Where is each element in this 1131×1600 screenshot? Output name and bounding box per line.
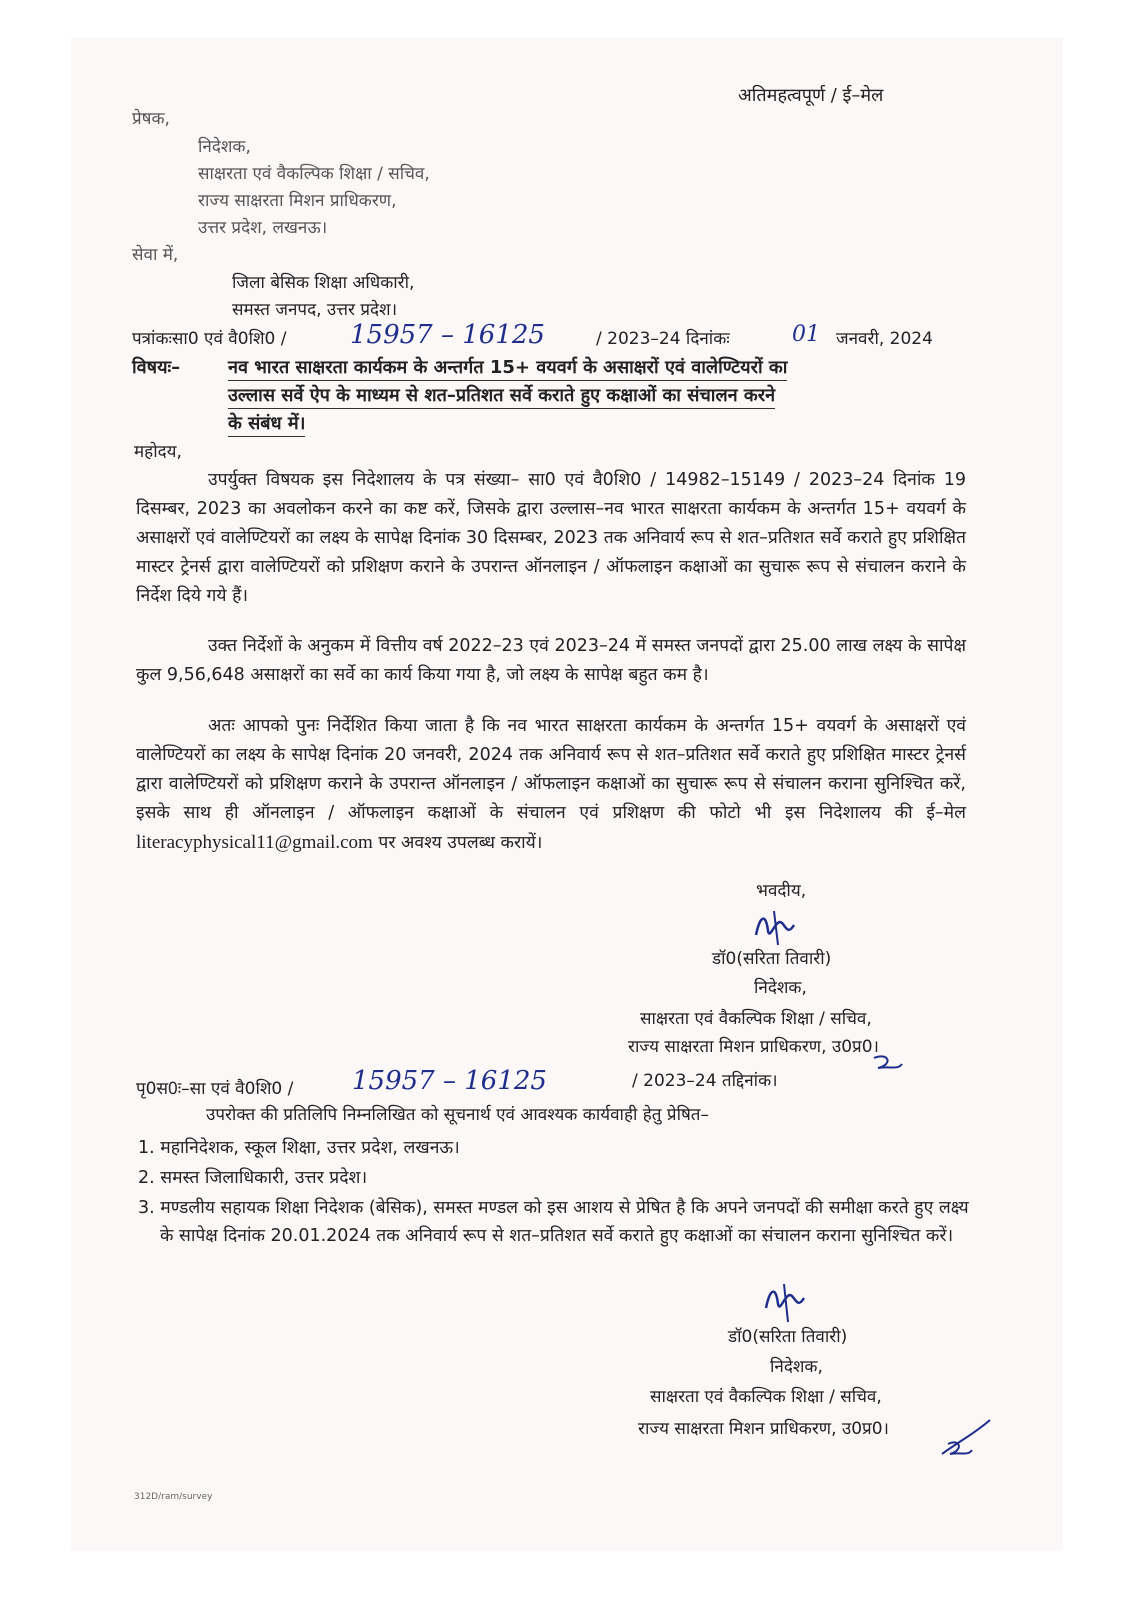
email-link[interactable]: literacyphysical11@gmail.com bbox=[136, 832, 373, 853]
ref-day-handwritten: 01 bbox=[792, 322, 820, 347]
sender-line: उत्तर प्रदेश, लखनऊ। bbox=[198, 218, 328, 238]
salutation: महोदय, bbox=[134, 442, 182, 462]
priority-label: अतिमहत्वपूर्ण / ई–मेल bbox=[738, 85, 884, 106]
sender-line: राज्य साक्षरता मिशन प्राधिकरण, bbox=[198, 191, 397, 211]
copy-ref-suffix: / 2023–24 तद्दिनांक। bbox=[632, 1071, 778, 1091]
signatory-title: साक्षरता एवं वैकल्पिक शिक्षा / सचिव, bbox=[650, 1387, 882, 1407]
footer-file-path: 312D/ram/survey bbox=[134, 1492, 213, 1502]
copy-intro: उपरोक्त की प्रतिलिपि निम्नलिखित को सूचनार्थ एवं आवश्यक कार्यवाही हेतु प्रेषित– bbox=[206, 1105, 709, 1125]
subject-line: के संबंध में। bbox=[228, 412, 305, 437]
copy-list-item: 3. मण्डलीय सहायक शिक्षा निदेशक (बेसिक), समस्त मण्डल को इस आशय से प्रेषित है कि अपने जनपदों की समीक्षा करते हुए लक्ष्य के सापेक्ष दिनांक 20.01.2024 तक अनिवार्य रूप से शत–प्रतिशत सर्वे कराते हुए कक्षाओं का संचालन कराना सुनिश्चित करें। bbox=[138, 1198, 969, 1246]
body-paragraph: उपर्युक्त विषयक इस निदेशालय के पत्र संख्या– सा0 एवं वै0शि0 / 14982–15149 / 2023–24 दिनांक 19 दिसम्बर, 2023 का अवलोकन करने का कष्ट करें, जिसके द्वारा उल्लास–नव भारत साक्षरता कार्यकम के अन्तर्गत 15+ वयवर्ग के असाक्षरों एवं वालेण्टियरों का लक्ष्य के सापेक्ष दिनांक 30 दिसम्बर, 2023 तक अनिवार्य रूप से शत–प्रतिशत सर्वे कराते हुए प्रशिक्षित मास्टर ट्रेनर्स द्वारा वालेण्टियरों को प्रशिक्षण कराने के उपरान्त ऑनलाइन / ऑफलाइन कक्षाओं का सुचारू रूप से संचालन कराने के निर्देश दिये गये हैं। bbox=[136, 470, 966, 606]
initials-mark bbox=[938, 1414, 994, 1464]
subject-label: विषयः– bbox=[132, 357, 181, 378]
ref-number-handwritten: 15957 – 16125 bbox=[350, 320, 545, 350]
body-paragraph-end: पर अवश्य उपलब्ध करायें। bbox=[378, 833, 543, 853]
signatory-title: निदेशक, bbox=[754, 978, 807, 998]
copy-ref-prefix: पृ0स0ः–सा एवं वै0शि0 / bbox=[136, 1079, 294, 1099]
initials-mark bbox=[868, 1050, 908, 1076]
subject-line: उल्लास सर्वे ऐप के माध्यम से शत–प्रतिशत सर्वे कराते हुए कक्षाओं का संचालन करने bbox=[228, 384, 775, 409]
signatory-name: डॉ0(सरिता तिवारी) bbox=[728, 1327, 848, 1347]
recipient-line: जिला बेसिक शिक्षा अधिकारी, bbox=[232, 273, 415, 293]
recipient-label: सेवा में, bbox=[132, 245, 179, 265]
body-paragraph-text: अतः आपको पुनः निर्देशित किया जाता है कि नव भारत साक्षरता कार्यकम के अन्तर्गत 15+ वयवर्ग के असाक्षरों एवं वालेण्टियरों का लक्ष्य के सापेक्ष दिनांक 20 जनवरी, 2024 तक अनिवार्य रूप से शत–प्रतिशत सर्वे कराते हुए प्रशिक्षित मास्टर ट्रेनर्स द्वारा वालेण्टियरों को प्रशिक्षण कराने के उपरान्त ऑनलाइन / ऑफलाइन कक्षाओं का सुचारू रूप से संचालन कराना सुनिश्चित करें, इसके साथ ही ऑनलाइन / ऑफलाइन कक्षाओं के संचालन एवं प्रशिक्षण की फोटो भी इस निदेशालय की ई–मेल bbox=[136, 716, 966, 823]
body-paragraph: उक्त निर्देशों के अनुकम में वित्तीय वर्ष 2022–23 एवं 2023–24 में समस्त जनपदों द्वारा 25.00 लाख लक्ष्य के सापेक्ष कुल 9,56,648 असाक्षरों का सर्वे का कार्य किया गया है, जो लक्ष्य के सापेक्ष बहुत कम है। bbox=[136, 636, 966, 685]
ref-prefix: पत्रांकःसा0 एवं वै0शि0 / bbox=[132, 329, 287, 349]
sender-line: निदेशक, bbox=[198, 137, 251, 157]
signature-mark bbox=[758, 1278, 818, 1328]
subject-line: नव भारत साक्षरता कार्यकम के अन्तर्गत 15+ वयवर्ग के असाक्षरों एवं वालेण्टियरों का bbox=[228, 356, 787, 381]
closing: भवदीय, bbox=[756, 881, 807, 901]
signatory-title: साक्षरता एवं वैकल्पिक शिक्षा / सचिव, bbox=[640, 1009, 872, 1029]
signatory-title: राज्य साक्षरता मिशन प्राधिकरण, उ0प्र0। bbox=[628, 1037, 879, 1057]
recipient-line: समस्त जनपद, उत्तर प्रदेश। bbox=[232, 300, 398, 320]
copy-list-item: 2. समस्त जिलाधिकारी, उत्तर प्रदेश। bbox=[138, 1168, 368, 1188]
sender-label: प्रेषक, bbox=[132, 109, 170, 129]
body-paragraph bbox=[136, 712, 966, 858]
copy-list-item: 1. महानिदेशक, स्कूल शिक्षा, उत्तर प्रदेश, लखनऊ। bbox=[138, 1138, 460, 1158]
ref-month-year: जनवरी, 2024 bbox=[836, 329, 933, 349]
signatory-name: डॉ0(सरिता तिवारी) bbox=[712, 949, 832, 969]
signatory-title: निदेशक, bbox=[770, 1357, 823, 1377]
signatory-title: राज्य साक्षरता मिशन प्राधिकरण, उ0प्र0। bbox=[638, 1419, 889, 1439]
copy-ref-number-handwritten: 15957 – 16125 bbox=[352, 1066, 547, 1096]
sender-line: साक्षरता एवं वैकल्पिक शिक्षा / सचिव, bbox=[198, 164, 430, 184]
ref-year: / 2023–24 दिनांकः bbox=[596, 329, 730, 349]
